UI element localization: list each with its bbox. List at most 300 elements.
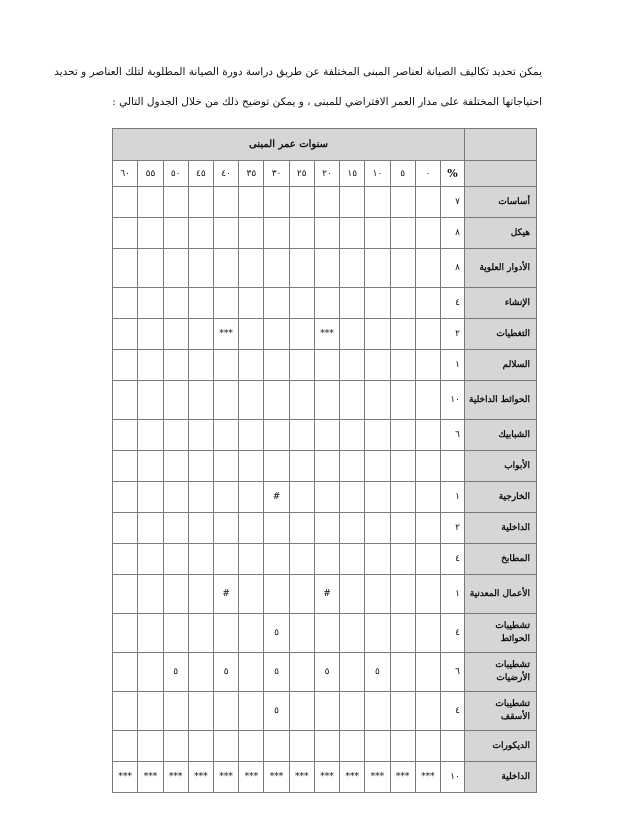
maintenance-mark-cell [390, 614, 415, 653]
maintenance-mark-cell [314, 731, 339, 762]
maintenance-mark-cell: *** [113, 762, 138, 793]
table-title: سنوات عمر المبنى [113, 129, 465, 161]
row-label: تشطيبات الحوائط [464, 614, 536, 653]
table-row [113, 288, 537, 319]
maintenance-mark-cell [365, 482, 390, 513]
maintenance-mark-cell [415, 692, 440, 731]
maintenance-mark-cell [138, 319, 163, 350]
row-label: التغطيات [464, 319, 536, 350]
maintenance-mark-cell [113, 420, 138, 451]
maintenance-mark-cell: ٥ [264, 614, 289, 653]
maintenance-mark-cell [214, 288, 239, 319]
maintenance-mark-cell [314, 692, 339, 731]
maintenance-mark-cell [390, 575, 415, 614]
maintenance-mark-cell [340, 575, 365, 614]
table-row [113, 482, 537, 513]
year-header: ٤٠ [214, 161, 239, 187]
maintenance-mark-cell [138, 249, 163, 288]
maintenance-mark-cell [163, 513, 188, 544]
maintenance-mark-cell: *** [415, 762, 440, 793]
table-row [113, 692, 537, 731]
maintenance-mark-cell [390, 288, 415, 319]
maintenance-mark-cell [113, 544, 138, 575]
maintenance-mark-cell [365, 288, 390, 319]
maintenance-mark-cell [340, 381, 365, 420]
maintenance-mark-cell: ٥ [264, 692, 289, 731]
maintenance-mark-cell [113, 692, 138, 731]
maintenance-mark-cell [289, 420, 314, 451]
maintenance-mark-cell [113, 381, 138, 420]
maintenance-mark-cell [365, 544, 390, 575]
maintenance-mark-cell [289, 614, 314, 653]
maintenance-mark-cell [289, 319, 314, 350]
table-title-row [113, 129, 537, 161]
maintenance-mark-cell [239, 614, 264, 653]
row-percent: ٢ [440, 513, 464, 544]
maintenance-mark-cell: *** [188, 762, 213, 793]
maintenance-mark-cell [138, 692, 163, 731]
maintenance-mark-cell [138, 381, 163, 420]
maintenance-mark-cell [239, 692, 264, 731]
table-row [113, 420, 537, 451]
maintenance-mark-cell: *** [214, 319, 239, 350]
maintenance-mark-cell [188, 381, 213, 420]
maintenance-mark-cell [314, 614, 339, 653]
maintenance-mark-cell: *** [340, 762, 365, 793]
maintenance-mark-cell: *** [214, 762, 239, 793]
maintenance-mark-cell: *** [314, 762, 339, 793]
row-percent: ١٠ [440, 762, 464, 793]
maintenance-mark-cell [188, 249, 213, 288]
row-label: تشطيبات الأسقف [464, 692, 536, 731]
maintenance-mark-cell [390, 249, 415, 288]
maintenance-mark-cell [188, 218, 213, 249]
maintenance-mark-cell: *** [365, 762, 390, 793]
maintenance-mark-cell [340, 218, 365, 249]
row-percent: ١ [440, 482, 464, 513]
row-label: الشبابيك [464, 420, 536, 451]
row-percent: ٤ [440, 692, 464, 731]
maintenance-mark-cell [188, 614, 213, 653]
table-row [113, 731, 537, 762]
maintenance-mark-cell [390, 544, 415, 575]
maintenance-mark-cell [390, 218, 415, 249]
maintenance-mark-cell [314, 187, 339, 218]
row-percent: ٨ [440, 249, 464, 288]
row-label: هيكل [464, 218, 536, 249]
maintenance-mark-cell [113, 288, 138, 319]
table-row [113, 513, 537, 544]
maintenance-mark-cell [415, 614, 440, 653]
percent-header: % [440, 161, 464, 187]
maintenance-mark-cell [289, 187, 314, 218]
maintenance-mark-cell [113, 614, 138, 653]
maintenance-mark-cell [415, 319, 440, 350]
maintenance-mark-cell [264, 513, 289, 544]
table-row [113, 575, 537, 614]
year-header: ٣٠ [264, 161, 289, 187]
maintenance-mark-cell [314, 218, 339, 249]
maintenance-mark-cell [264, 731, 289, 762]
maintenance-mark-cell [188, 319, 213, 350]
row-percent: ٤ [440, 288, 464, 319]
maintenance-mark-cell [365, 350, 390, 381]
maintenance-mark-cell [163, 350, 188, 381]
title-corner-cell [464, 129, 536, 161]
maintenance-mark-cell [188, 350, 213, 381]
maintenance-mark-cell [163, 249, 188, 288]
maintenance-mark-cell [239, 575, 264, 614]
maintenance-mark-cell [113, 731, 138, 762]
row-percent [440, 731, 464, 762]
maintenance-mark-cell [415, 451, 440, 482]
maintenance-mark-cell [239, 482, 264, 513]
maintenance-mark-cell [314, 288, 339, 319]
maintenance-mark-cell [314, 249, 339, 288]
maintenance-mark-cell [239, 187, 264, 218]
maintenance-mark-cell [390, 420, 415, 451]
maintenance-mark-cell [365, 218, 390, 249]
maintenance-mark-cell [113, 653, 138, 692]
maintenance-mark-cell [138, 218, 163, 249]
maintenance-mark-cell [138, 187, 163, 218]
maintenance-mark-cell [188, 482, 213, 513]
intro-line-2: احتياجاتها المختلفة على مدار العمر الافتراضي للمبنى ، و يمكن توضيح ذلك من خلال الجدول التالي : [112, 96, 542, 108]
maintenance-mark-cell [188, 187, 213, 218]
maintenance-mark-cell [390, 319, 415, 350]
row-label: الأبواب [464, 451, 536, 482]
maintenance-mark-cell [365, 614, 390, 653]
maintenance-mark-cell [340, 614, 365, 653]
year-header: ٤٥ [188, 161, 213, 187]
maintenance-mark-cell [415, 653, 440, 692]
maintenance-mark-cell [365, 513, 390, 544]
maintenance-mark-cell [163, 187, 188, 218]
maintenance-mark-cell [138, 653, 163, 692]
table-row [113, 544, 537, 575]
row-percent: ٦ [440, 653, 464, 692]
row-percent: ١ [440, 350, 464, 381]
maintenance-mark-cell [365, 692, 390, 731]
maintenance-mark-cell [214, 731, 239, 762]
maintenance-mark-cell [138, 575, 163, 614]
maintenance-mark-cell [163, 288, 188, 319]
maintenance-mark-cell [390, 381, 415, 420]
maintenance-mark-cell [415, 187, 440, 218]
maintenance-mark-cell [340, 731, 365, 762]
maintenance-mark-cell [340, 350, 365, 381]
maintenance-mark-cell [340, 319, 365, 350]
maintenance-mark-cell [188, 731, 213, 762]
header-corner-cell [464, 161, 536, 187]
maintenance-mark-cell [314, 350, 339, 381]
table-row [113, 762, 537, 793]
maintenance-mark-cell [239, 381, 264, 420]
maintenance-mark-cell [390, 350, 415, 381]
maintenance-mark-cell [113, 482, 138, 513]
maintenance-mark-cell [314, 451, 339, 482]
maintenance-mark-cell [264, 218, 289, 249]
maintenance-mark-cell [365, 731, 390, 762]
row-label: الأدوار العلوية [464, 249, 536, 288]
maintenance-mark-cell: ٥ [365, 653, 390, 692]
row-label: تشطيبات الأرضيات [464, 653, 536, 692]
maintenance-mark-cell [214, 218, 239, 249]
maintenance-mark-cell [289, 451, 314, 482]
maintenance-mark-cell [314, 381, 339, 420]
maintenance-mark-cell [340, 482, 365, 513]
maintenance-mark-cell [390, 653, 415, 692]
maintenance-mark-cell [163, 575, 188, 614]
maintenance-mark-cell [264, 350, 289, 381]
year-header: ١٥ [340, 161, 365, 187]
maintenance-mark-cell [365, 451, 390, 482]
maintenance-mark-cell [113, 218, 138, 249]
maintenance-mark-cell [188, 420, 213, 451]
maintenance-mark-cell [113, 513, 138, 544]
year-header: ٥٥ [138, 161, 163, 187]
maintenance-mark-cell: *** [138, 762, 163, 793]
maintenance-mark-cell [138, 420, 163, 451]
maintenance-mark-cell [264, 420, 289, 451]
maintenance-mark-cell [138, 731, 163, 762]
table-row [113, 249, 537, 288]
maintenance-mark-cell [415, 218, 440, 249]
row-label: أساسات [464, 187, 536, 218]
maintenance-mark-cell [314, 513, 339, 544]
year-header: ٢٠ [314, 161, 339, 187]
row-percent: ٧ [440, 187, 464, 218]
maintenance-mark-cell [113, 350, 138, 381]
maintenance-mark-cell: *** [289, 762, 314, 793]
maintenance-mark-cell [289, 218, 314, 249]
maintenance-mark-cell [289, 482, 314, 513]
maintenance-mark-cell [390, 482, 415, 513]
maintenance-mark-cell [314, 544, 339, 575]
maintenance-mark-cell [163, 614, 188, 653]
maintenance-mark-cell [340, 249, 365, 288]
maintenance-mark-cell [163, 482, 188, 513]
table-row [113, 350, 537, 381]
table-row [113, 653, 537, 692]
row-percent: ١٠ [440, 381, 464, 420]
maintenance-mark-cell [415, 482, 440, 513]
maintenance-mark-cell [163, 692, 188, 731]
maintenance-mark-cell [365, 319, 390, 350]
maintenance-mark-cell [289, 653, 314, 692]
maintenance-mark-cell [188, 451, 213, 482]
maintenance-mark-cell [289, 513, 314, 544]
maintenance-mark-cell [390, 513, 415, 544]
maintenance-mark-cell [214, 513, 239, 544]
year-header: ٣٥ [239, 161, 264, 187]
row-label: الداخلية [464, 762, 536, 793]
maintenance-mark-cell [239, 249, 264, 288]
maintenance-mark-cell [289, 288, 314, 319]
maintenance-mark-cell [415, 420, 440, 451]
maintenance-mark-cell [340, 420, 365, 451]
maintenance-mark-cell [113, 451, 138, 482]
maintenance-mark-cell [163, 544, 188, 575]
maintenance-mark-cell [214, 482, 239, 513]
maintenance-mark-cell [214, 420, 239, 451]
maintenance-mark-cell [214, 451, 239, 482]
maintenance-mark-cell [365, 420, 390, 451]
maintenance-mark-cell [415, 288, 440, 319]
maintenance-mark-cell [289, 731, 314, 762]
maintenance-mark-cell [390, 692, 415, 731]
maintenance-mark-cell [415, 544, 440, 575]
year-header: ٦٠ [113, 161, 138, 187]
table-row [113, 381, 537, 420]
maintenance-mark-cell [188, 513, 213, 544]
maintenance-mark-cell [289, 575, 314, 614]
maintenance-mark-cell [340, 692, 365, 731]
maintenance-mark-cell [289, 544, 314, 575]
maintenance-mark-cell: # [264, 482, 289, 513]
maintenance-mark-cell [113, 249, 138, 288]
maintenance-mark-cell [163, 218, 188, 249]
maintenance-mark-cell [239, 288, 264, 319]
maintenance-mark-cell: ٥ [214, 653, 239, 692]
year-header: ٥ [390, 161, 415, 187]
year-header: ٢٥ [289, 161, 314, 187]
maintenance-mark-cell [188, 653, 213, 692]
maintenance-mark-cell [264, 451, 289, 482]
maintenance-mark-cell [138, 513, 163, 544]
maintenance-mark-cell [239, 544, 264, 575]
maintenance-cycle-table [112, 128, 537, 793]
maintenance-mark-cell [289, 350, 314, 381]
table-row [113, 319, 537, 350]
maintenance-mark-cell [340, 288, 365, 319]
row-percent: ٤ [440, 544, 464, 575]
maintenance-mark-cell [289, 249, 314, 288]
maintenance-mark-cell [138, 350, 163, 381]
table-row [113, 218, 537, 249]
maintenance-mark-cell [415, 513, 440, 544]
maintenance-mark-cell [188, 575, 213, 614]
maintenance-mark-cell [188, 544, 213, 575]
maintenance-mark-cell [188, 692, 213, 731]
maintenance-mark-cell [365, 187, 390, 218]
maintenance-mark-cell [264, 249, 289, 288]
row-percent: ٤ [440, 614, 464, 653]
maintenance-mark-cell [264, 575, 289, 614]
table-row [113, 451, 537, 482]
maintenance-mark-cell [214, 544, 239, 575]
maintenance-mark-cell [264, 319, 289, 350]
maintenance-mark-cell: ٥ [314, 653, 339, 692]
maintenance-mark-cell [188, 288, 213, 319]
intro-line-1: يمكن تحديد تكاليف الصيانة لعناصر المبنى المختلفة عن طريق دراسة دورة الصيانة المطلوبة لتلك العناصر و تحديد [54, 66, 542, 78]
maintenance-mark-cell [138, 614, 163, 653]
table-row [113, 614, 537, 653]
maintenance-mark-cell [340, 451, 365, 482]
row-label: الديكورات [464, 731, 536, 762]
maintenance-mark-cell [239, 513, 264, 544]
maintenance-mark-cell [365, 381, 390, 420]
row-label: الداخلية [464, 513, 536, 544]
maintenance-mark-cell [113, 319, 138, 350]
maintenance-mark-cell: ٥ [264, 653, 289, 692]
year-header: ١٠ [365, 161, 390, 187]
row-percent: ٦ [440, 420, 464, 451]
maintenance-mark-cell [365, 249, 390, 288]
maintenance-mark-cell [239, 420, 264, 451]
maintenance-mark-cell [390, 451, 415, 482]
year-header: ٥٠ [163, 161, 188, 187]
maintenance-mark-cell: *** [314, 319, 339, 350]
maintenance-mark-cell [214, 187, 239, 218]
maintenance-mark-cell [390, 187, 415, 218]
maintenance-mark-cell [163, 420, 188, 451]
maintenance-mark-cell [390, 731, 415, 762]
maintenance-mark-cell [415, 575, 440, 614]
maintenance-mark-cell [214, 350, 239, 381]
maintenance-mark-cell [239, 653, 264, 692]
row-label: الأعمال المعدنية [464, 575, 536, 614]
maintenance-mark-cell [138, 544, 163, 575]
maintenance-mark-cell [138, 451, 163, 482]
maintenance-mark-cell [340, 653, 365, 692]
maintenance-mark-cell: *** [390, 762, 415, 793]
row-label: الإنشاء [464, 288, 536, 319]
maintenance-mark-cell: *** [163, 762, 188, 793]
maintenance-mark-cell: *** [264, 762, 289, 793]
maintenance-mark-cell [138, 288, 163, 319]
maintenance-mark-cell [163, 381, 188, 420]
maintenance-mark-cell [415, 731, 440, 762]
maintenance-mark-cell [113, 575, 138, 614]
maintenance-mark-cell [239, 451, 264, 482]
row-label: السلالم [464, 350, 536, 381]
maintenance-mark-cell [314, 420, 339, 451]
maintenance-mark-cell [340, 544, 365, 575]
maintenance-mark-cell [415, 350, 440, 381]
maintenance-mark-cell [239, 319, 264, 350]
maintenance-mark-cell: # [214, 575, 239, 614]
row-percent: ٨ [440, 218, 464, 249]
maintenance-mark-cell [415, 381, 440, 420]
maintenance-mark-cell [138, 482, 163, 513]
maintenance-mark-cell [289, 381, 314, 420]
year-header: ٠ [415, 161, 440, 187]
row-label: الخارجية [464, 482, 536, 513]
maintenance-mark-cell [264, 381, 289, 420]
row-label: المطابخ [464, 544, 536, 575]
row-percent: ١ [440, 575, 464, 614]
maintenance-mark-cell [289, 692, 314, 731]
table-row [113, 187, 537, 218]
maintenance-mark-cell [163, 451, 188, 482]
maintenance-mark-cell [264, 544, 289, 575]
maintenance-mark-cell [264, 288, 289, 319]
maintenance-mark-cell [113, 187, 138, 218]
maintenance-mark-cell [365, 575, 390, 614]
maintenance-mark-cell [340, 187, 365, 218]
maintenance-mark-cell [163, 731, 188, 762]
maintenance-mark-cell [239, 350, 264, 381]
maintenance-mark-cell: # [314, 575, 339, 614]
maintenance-mark-cell [214, 614, 239, 653]
maintenance-mark-cell [239, 731, 264, 762]
maintenance-mark-cell [214, 249, 239, 288]
maintenance-mark-cell [214, 381, 239, 420]
maintenance-mark-cell: *** [239, 762, 264, 793]
maintenance-mark-cell [314, 482, 339, 513]
row-percent: ٢ [440, 319, 464, 350]
